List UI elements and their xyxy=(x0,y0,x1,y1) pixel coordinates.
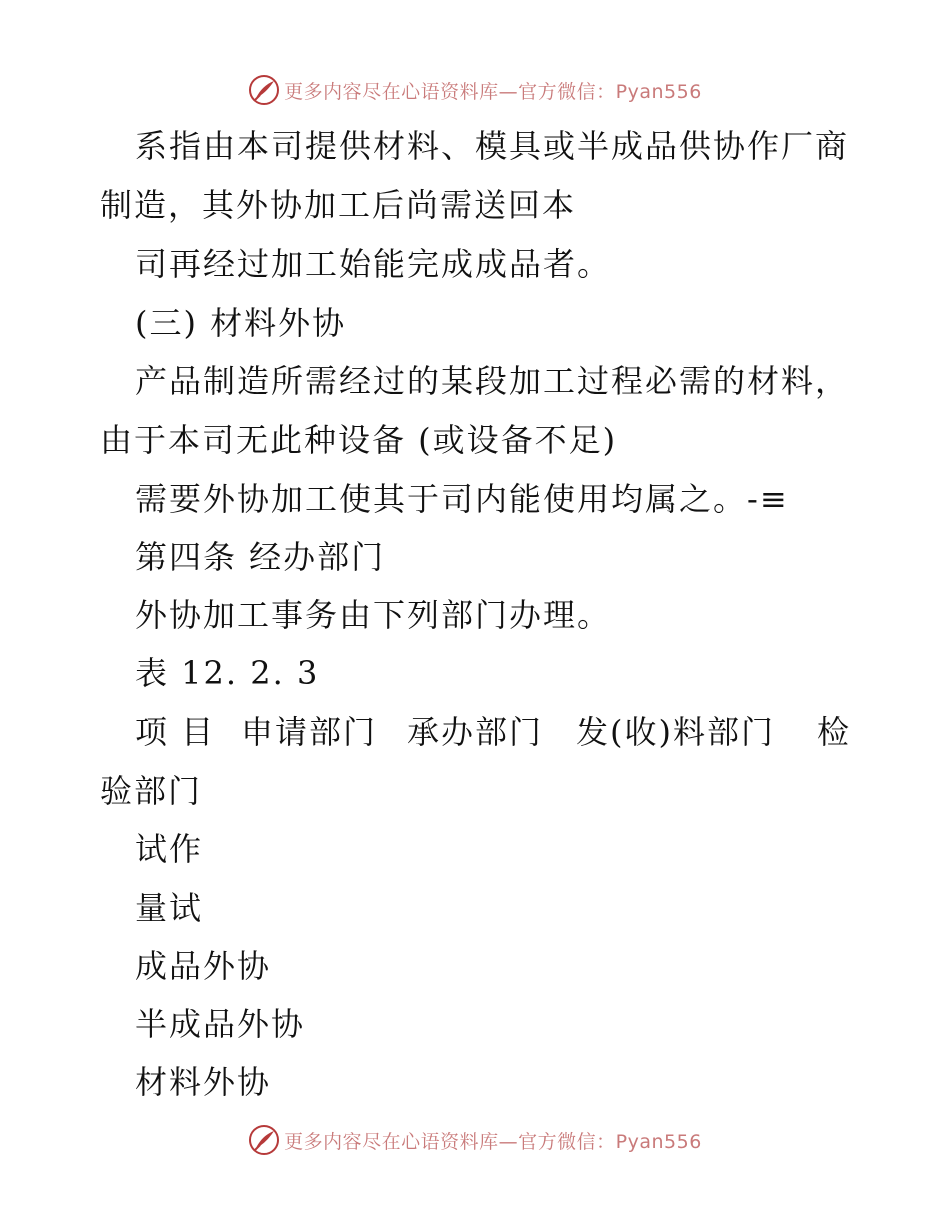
table-header-cell: 发(收)料部门 xyxy=(576,713,775,751)
article-heading: 第四条 经办部门 xyxy=(135,538,386,576)
table-header-cell: 承办部门 xyxy=(407,713,544,751)
paragraph-line: 由于本司无此种设备 (或设备不足) xyxy=(100,421,618,459)
banner-text: 更多内容尽在心语资料库—官方微信：Pyan556 xyxy=(284,80,702,103)
paragraph-line: 产品制造所需经过的某段加工过程必需的材料， xyxy=(135,362,850,400)
table-row: 材料外协 xyxy=(135,1063,272,1101)
paragraph-line: 需要外协加工使其于司内能使用均属之。-≡ xyxy=(135,480,789,518)
table-row: 半成品外协 xyxy=(135,1005,306,1043)
table-header-row xyxy=(135,712,855,752)
header-banner xyxy=(0,68,950,112)
section-heading: (三) 材料外协 xyxy=(135,304,347,342)
paragraph-line: 制造，其外协加工后尚需送回本 xyxy=(100,186,577,224)
paragraph-line: 外协加工事务由下列部门办理。 xyxy=(135,596,612,634)
footer-banner xyxy=(0,1118,950,1162)
feather-pen-seal-icon xyxy=(248,74,280,106)
table-row: 试作 xyxy=(135,830,204,868)
table-header-wrap: 验部门 xyxy=(100,772,203,810)
table-row: 成品外协 xyxy=(135,947,272,985)
table-header-cell: 检 xyxy=(817,713,852,751)
paragraph-line: 司再经过加工始能完成成品者。 xyxy=(135,245,612,283)
table-caption: 表 12. 2. 3 xyxy=(135,654,320,692)
paragraph-line: 系指由本司提供材料、模具或半成品供协作厂商 xyxy=(135,127,850,165)
banner-text: 更多内容尽在心语资料库—官方微信：Pyan556 xyxy=(284,1130,702,1153)
table-row: 量试 xyxy=(135,889,204,927)
table-header-cell: 项 目 xyxy=(135,713,216,751)
feather-pen-seal-icon xyxy=(248,1124,280,1156)
table-header-cell: 申请部门 xyxy=(241,713,378,751)
